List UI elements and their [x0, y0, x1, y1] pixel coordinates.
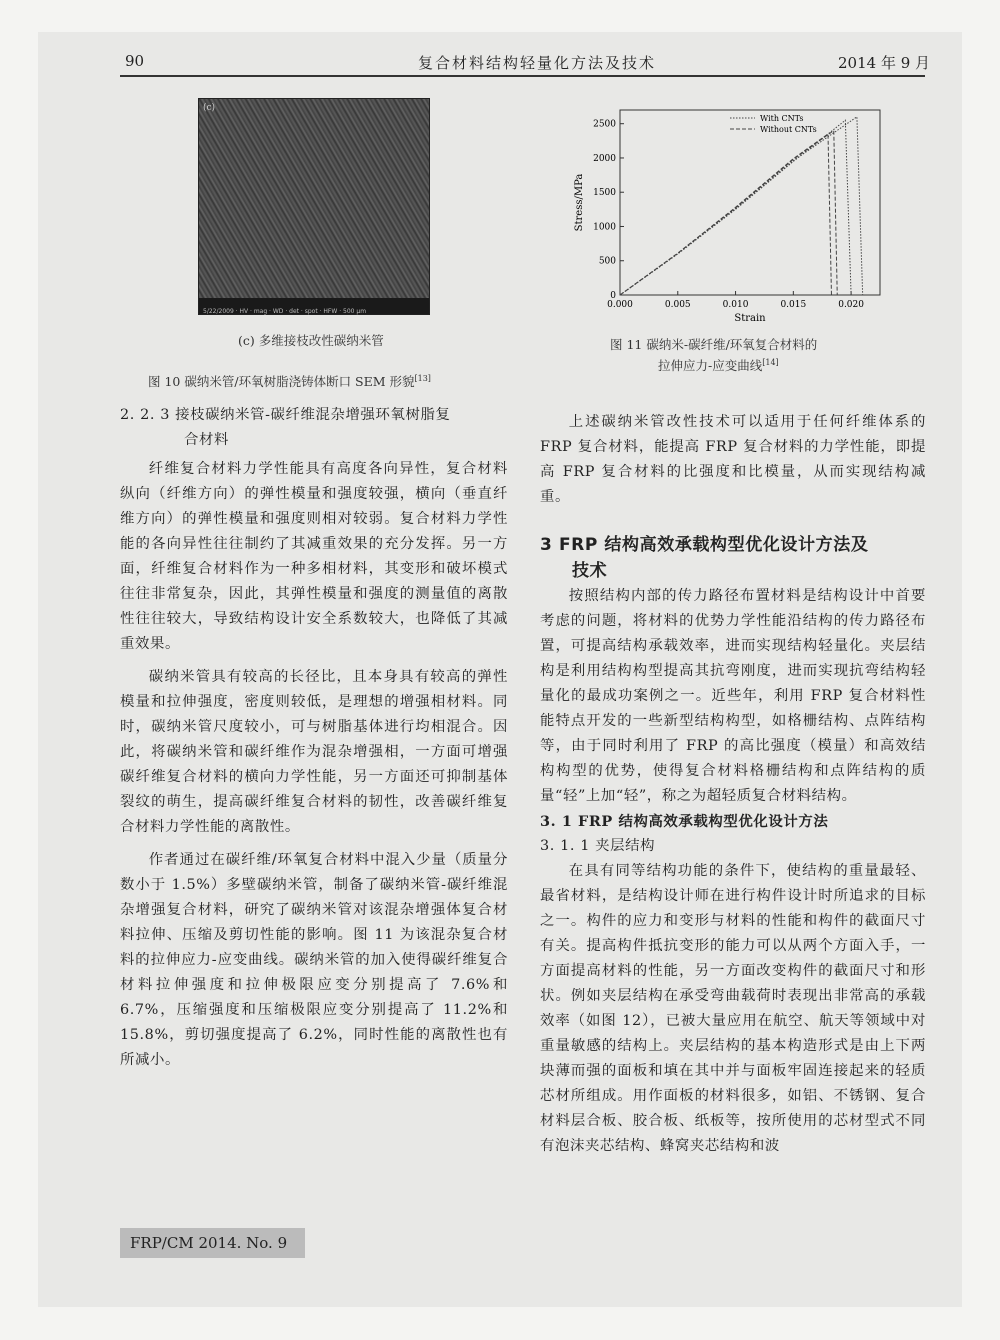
sem-micrograph-image [198, 98, 430, 315]
paragraph: 在具有同等结构功能的条件下，使结构的重量最轻、最省材料，是结构设计师在进行构件设计时所追求的目标之一。构件的应力和变形与材料的性能和构件的截面尺寸有关。提高构件抵抗变形的能力可以从两个方面入手，一方面提高材料的性能，另一方面改变构件的截面尺寸和形状。例如夹层结构在承受弯曲载荷时表现出非常高的承载效率（如图 12），已被大量应用在航空、航天等领域中对重量敏感的结构上。夹层结构的基本构造形式是由上下两块薄而强的面板和填在其中并与面板牢固连接起来的轻质芯材所组成。用作面板的材料很多，如铝、不锈钢、复合材料层合板、胶合板、纸板等，按所使用的芯材型式不同有泡沫夹芯结构、蜂窝夹芯结构和波 [540, 863, 926, 1154]
sem-info-bar: 5/22/2009 · HV · mag · WD · det · spot · HFW · 500 μm [199, 298, 429, 314]
y-axis-label: Stress/MPa [574, 173, 585, 232]
figure10-panel-caption: (c) 多维接枝改性碳纳米管 [238, 333, 384, 348]
plot-frame [620, 110, 880, 295]
page-number: 90 [125, 52, 145, 70]
journal-footer: FRP/CM 2014. No. 9 [120, 1228, 305, 1258]
paragraph: 按照结构内部的传力路径布置材料是结构设计中首要考虑的问题，将材料的优势力学性能沿结构的传力路径布置，可提高结构承载效率，进而实现结构轻量化。夹层结构是利用结构构型提高其抗弯刚度，进而实现抗弯结构轻量化的最成功案例之一。近些年，利用 FRP 复合材料性能特点开发的一些新型结构构型，如格栅结构、点阵结构等，由于同时利用了 FRP 的高比强度（模量）和高效结构构型的优势，使得复合材料格栅结构和点阵结构的质量“轻”上加“轻”，称之为超轻质复合材料结构。 [540, 588, 926, 804]
y-tick-label: 1500 [593, 188, 616, 199]
running-title: 复合材料结构轻量化方法及技术 [418, 54, 657, 72]
y-tick-label: 2000 [593, 153, 616, 164]
x-axis-label: Strain [734, 313, 766, 324]
x-tick-label: 0.005 [664, 300, 691, 310]
y-tick-label: 500 [598, 256, 616, 267]
figure11-caption-line2 [658, 354, 779, 375]
paragraph: 上述碳纳米管改性技术可以适用于任何纤维体系的 FRP 复合材料，能提高 FRP 复合材料的力学性能，即提高 FRP 复合材料的比强度和比模量，从而实现结构减重。 [540, 414, 926, 505]
section-31-heading: 3. 1 FRP 结构高效承载构型优化设计方法 [540, 813, 829, 830]
left-column [120, 403, 508, 1073]
y-tick-label: 2500 [593, 119, 616, 130]
figure11-caption-line1: 图 11 碳纳米-碳纤维/环氧复合材料的 [610, 337, 818, 352]
data-series-line [620, 131, 837, 295]
y-tick-label: 0 [610, 291, 616, 301]
figure10-ref: [13] [414, 374, 431, 383]
sem-panel-label: (c) [203, 103, 216, 113]
paragraph: 作者通过在碳纤维/环氧复合材料中混入少量（质量分数小于 1.5%）多壁碳纳米管，制备了碳纳米管-碳纤维混杂增强复合材料，研究了碳纳米管对该混杂增强体复合材料拉伸、压缩及剪切性能的影响。图 11 为该混杂复合材料的拉伸应力-应变曲线。碳纳米管的加入使得碳纤维复合材料拉伸强度和拉伸极限应变分别提高了 7.6%和 6.7%，压缩强度和压缩极限应变分别提高了 11.2%和 15.8%，剪切强度提高了 6.2%，同时性能的离散性也有所减小。 [120, 852, 508, 1068]
paragraph: 纤维复合材料力学性能具有高度各向异性，复合材料纵向（纤维方向）的弹性模量和强度较强，横向（垂直纤维方向）的弹性模量和强度则相对较弱。复合材料力学性能的各向异性往往制约了其减重效果的充分发挥。另一方面，纤维复合材料作为一种多相材料，其变形和破坏模式往往非常复杂，因此，其弹性模量和强度的测量值的离散性往往较大，导致结构设计安全系数较大，也降低了其减重效果。 [120, 461, 508, 652]
x-tick-label: 0.000 [607, 300, 633, 310]
header-rule [120, 75, 925, 77]
right-column [540, 410, 926, 1159]
legend-label: Without CNTs [760, 125, 817, 134]
section-3-heading-line2: 技术 [572, 561, 608, 581]
x-tick-label: 0.020 [838, 300, 864, 310]
figure11-ref: [14] [762, 358, 779, 367]
figure10-caption [148, 370, 431, 391]
legend-label: With CNTs [760, 114, 804, 123]
paragraph: 碳纳米管具有较高的长径比，且本身具有较高的弹性模量和拉伸强度，密度则较低，是理想的增强相材料。同时，碳纳米管尺度较小，可与树脂基体进行均相混合。因此，将碳纳米管和碳纤维作为混杂增强相，一方面可增强碳纤维复合材料的横向力学性能，另一方面还可抑制基体裂纹的萌生，提高碳纤维复合材料的韧性，改善碳纤维复合材料力学性能的离散性。 [120, 669, 508, 835]
x-tick-label: 0.015 [780, 300, 807, 310]
issue-date: 2014 年 9 月 [838, 54, 931, 72]
section-223-heading-line2: 合材料 [184, 432, 229, 448]
section-311-heading: 3. 1. 1 夹层结构 [540, 838, 656, 854]
section-223-heading-line1: 2. 2. 3 接枝碳纳米管-碳纤维混杂增强环氧树脂复 [120, 407, 451, 423]
figure10-caption-text: 图 10 碳纳米管/环氧树脂浇铸体断口 SEM 形貌 [148, 374, 415, 390]
stress-strain-chart [560, 100, 900, 330]
section-3-heading-line1: 3 FRP 结构高效承载构型优化设计方法及 [540, 535, 869, 555]
data-series-line [620, 134, 831, 295]
figure11-caption-line2-text: 拉伸应力-应变曲线 [658, 358, 763, 374]
y-tick-label: 1000 [593, 222, 616, 233]
x-tick-label: 0.010 [722, 300, 749, 310]
